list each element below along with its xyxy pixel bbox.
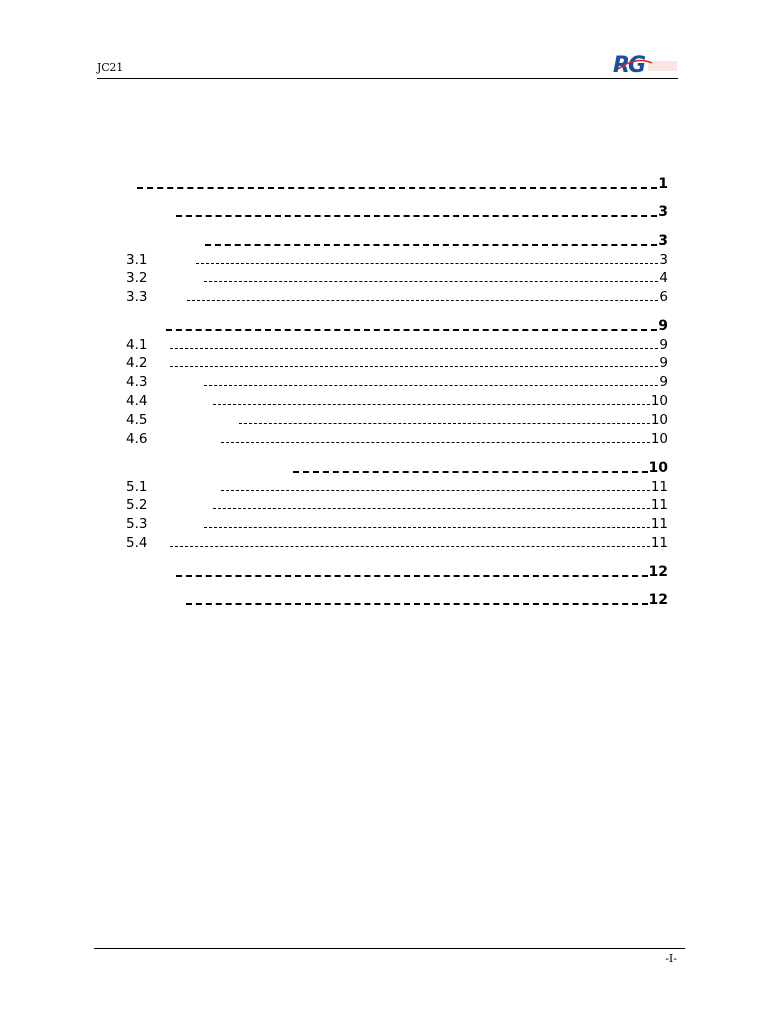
toc-subentry-label: 4.3 (126, 374, 204, 390)
toc-entry-label (97, 318, 165, 334)
toc-subentry-label: 4.2 (126, 355, 169, 371)
toc-leader (166, 329, 657, 331)
toc-entry[interactable] (97, 318, 668, 338)
toc-entry-label (97, 233, 204, 249)
toc-entry-label (97, 176, 136, 192)
toc-heading-left (360, 116, 373, 140)
toc-leader (170, 546, 650, 547)
toc-subentry[interactable] (126, 374, 668, 392)
toc-subentry-label: 4.6 (126, 431, 221, 447)
page-footer (94, 948, 685, 965)
toc-subentry[interactable] (126, 412, 668, 430)
toc-leader (170, 348, 658, 349)
header-title: JC21 (97, 61, 178, 74)
toc-entry-page: 12 (648, 592, 668, 608)
company-logo (612, 51, 678, 77)
toc-subentry-page: 9 (659, 355, 668, 371)
toc-subentry[interactable] (126, 497, 668, 515)
toc-entry-label (97, 564, 175, 580)
svg-text:RG: RG (613, 53, 644, 77)
toc-entry-page: 1 (658, 176, 668, 192)
toc-subentry-label: 3.2 (126, 270, 204, 286)
toc-leader (205, 244, 657, 246)
toc-entry[interactable] (97, 460, 668, 480)
footer-text (98, 954, 200, 965)
toc-subentry[interactable] (126, 393, 668, 411)
toc-subentry-page: 10 (650, 412, 668, 428)
page-header (97, 53, 678, 79)
toc-heading (0, 116, 768, 140)
toc-subentry-page: 11 (650, 516, 668, 532)
toc-entry-label (97, 592, 185, 608)
toc-leader (186, 603, 648, 605)
toc-subentry[interactable] (126, 337, 668, 355)
toc-leader (213, 508, 650, 509)
toc-subentry-page: 10 (650, 431, 668, 447)
toc-subentry-page: 9 (659, 337, 668, 353)
toc-subentry-label: 3.3 (126, 289, 187, 305)
toc-leader (204, 385, 658, 386)
toc-entry-page: 10 (648, 460, 668, 476)
toc-entry[interactable] (97, 592, 668, 612)
toc-entry-page: 3 (658, 204, 668, 220)
toc-subentry[interactable] (126, 355, 668, 373)
toc-entry-page: 12 (648, 564, 668, 580)
toc-leader (176, 575, 648, 577)
toc-leader (137, 187, 657, 189)
toc-subentry[interactable] (126, 535, 668, 553)
toc-leader (239, 423, 650, 424)
toc-leader (213, 404, 650, 405)
toc-leader (204, 527, 650, 528)
toc-leader (293, 471, 648, 473)
toc-subentry-label: 5.4 (126, 535, 169, 551)
toc-subentry-label: 5.1 (126, 479, 221, 495)
toc-subentry-label: 5.2 (126, 497, 212, 513)
toc-leader (187, 300, 658, 301)
toc-subentry-page: 11 (650, 535, 668, 551)
toc-subentry-label: 4.5 (126, 412, 238, 428)
toc-subentry-page: 10 (650, 393, 668, 409)
toc-entry[interactable] (97, 564, 668, 584)
toc-subentry-label: 5.3 (126, 516, 204, 532)
toc-subentry-page: 6 (659, 289, 668, 305)
toc-entry-label (97, 460, 292, 476)
toc-entry[interactable] (97, 204, 668, 224)
toc-subentry-page: 9 (659, 374, 668, 390)
toc-subentry[interactable] (126, 431, 668, 449)
toc-entry-page: 9 (658, 318, 668, 334)
toc-leader (221, 442, 649, 443)
toc-subentry[interactable] (126, 516, 668, 534)
toc-heading-right (395, 116, 408, 140)
toc-subentry-label: 3.1 (126, 252, 195, 268)
toc-subentry-label: 4.1 (126, 337, 169, 353)
toc-leader (196, 263, 659, 264)
toc-entry[interactable] (97, 176, 668, 196)
toc-subentry-page: 4 (659, 270, 668, 286)
toc-subentry[interactable] (126, 479, 668, 497)
toc-subentry[interactable] (126, 270, 668, 288)
toc-subentry[interactable] (126, 252, 668, 270)
footer-page-number: -I- (665, 952, 677, 965)
toc-subentry-page: 11 (650, 479, 668, 495)
toc-subentry-page: 11 (650, 497, 668, 513)
toc-leader (170, 366, 658, 367)
toc-subentry[interactable] (126, 289, 668, 307)
toc-entry-page: 3 (658, 233, 668, 249)
toc-subentry-page: 3 (659, 252, 668, 268)
toc-subentry-label: 4.4 (126, 393, 212, 409)
toc-leader (176, 215, 657, 217)
toc-entry[interactable] (97, 233, 668, 253)
toc-leader (221, 490, 649, 491)
toc-leader (204, 281, 658, 282)
toc-entry-label (97, 204, 175, 220)
